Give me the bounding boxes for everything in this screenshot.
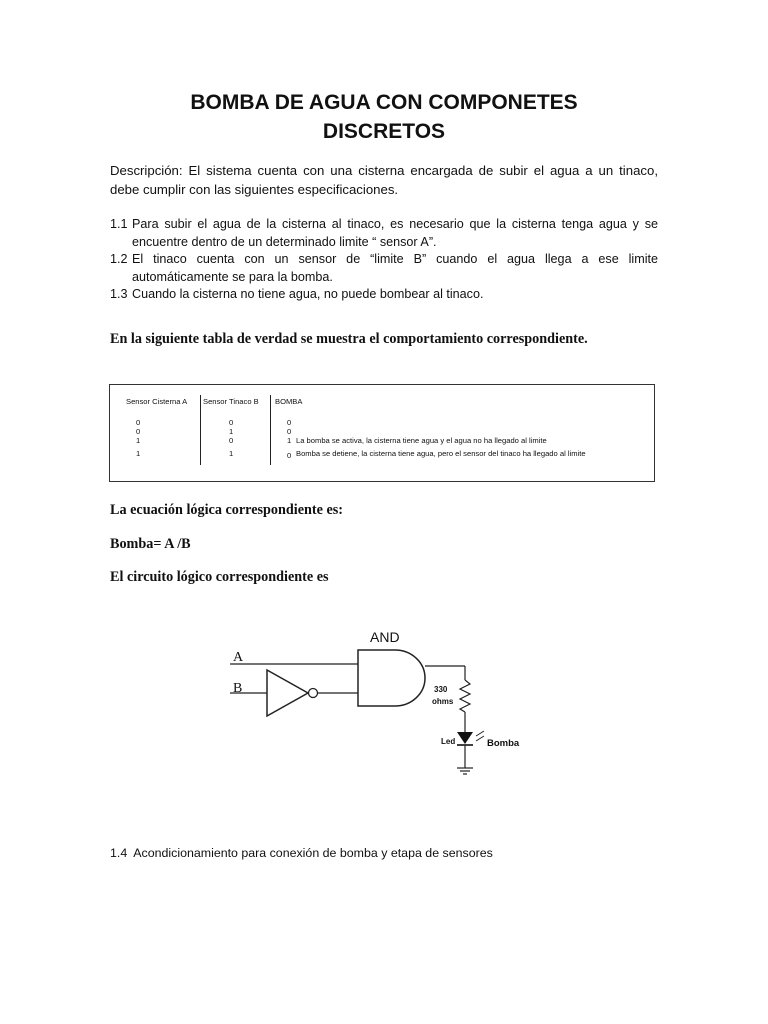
spec-number: 1.3 bbox=[110, 287, 128, 302]
header-sensor-a: Sensor Cisterna A bbox=[126, 397, 188, 406]
cell-out: 0 bbox=[287, 451, 292, 460]
cell-a: 1 bbox=[136, 449, 141, 458]
cell-b: 0 bbox=[229, 418, 234, 427]
cell-out: 0 bbox=[287, 427, 292, 436]
input-a-label: A bbox=[233, 650, 244, 665]
cell-out: 0 bbox=[287, 418, 292, 427]
spec-number: 1.2 bbox=[110, 252, 128, 267]
cell-a: 0 bbox=[136, 418, 141, 427]
logic-equation: Bomba= A /B bbox=[110, 536, 191, 552]
header-sensor-b: Sensor Tinaco B bbox=[203, 397, 259, 406]
led-diode bbox=[457, 732, 473, 744]
led-emission-arrow bbox=[476, 731, 484, 736]
column-divider bbox=[200, 395, 201, 465]
and-gate bbox=[358, 650, 425, 706]
logic-circuit-diagram bbox=[220, 618, 560, 808]
document-title bbox=[0, 88, 768, 146]
cell-b: 0 bbox=[229, 436, 234, 445]
truth-table bbox=[109, 384, 655, 482]
led-label: Led bbox=[441, 737, 456, 746]
gate-label: AND bbox=[370, 629, 400, 645]
truth-table-intro: En la siguiente tabla de verdad se muestra el comportamiento correspondiente. bbox=[110, 331, 588, 347]
cell-a: 0 bbox=[136, 427, 141, 436]
title-line-2: DISCRETOS bbox=[322, 120, 446, 143]
title-line-1: BOMBA DE AGUA CON COMPONETES bbox=[190, 91, 578, 114]
cell-note: Bomba se detiene, la cisterna tiene agua, pero el sensor del tinaco ha llegado al limite bbox=[296, 449, 586, 458]
cell-b: 1 bbox=[229, 427, 234, 436]
header-bomba: BOMBA bbox=[275, 397, 303, 406]
spec-text: El tinaco cuenta con un sensor de “limite B” cuando el agua llega a ese limite automáticamente se para la bomba. bbox=[132, 252, 658, 284]
equation-intro: La ecuación lógica correspondiente es: bbox=[110, 502, 344, 518]
spec-text: Para subir el agua de la cisterna al tinaco, es necesario que la cisterna tenga agua y se encuentre dentro de un determinado limite “ sensor A”. bbox=[132, 217, 658, 249]
section-heading bbox=[110, 846, 493, 860]
not-gate-bubble bbox=[309, 689, 318, 698]
spec-number: 1.1 bbox=[110, 217, 128, 231]
spec-item bbox=[110, 251, 658, 286]
cell-out: 1 bbox=[287, 436, 292, 445]
spec-item bbox=[110, 286, 658, 304]
resistor bbox=[460, 680, 470, 712]
bomba-label: Bomba bbox=[487, 738, 520, 749]
cell-note: La bomba se activa, la cisterna tiene agua y el agua no ha llegado al limite bbox=[296, 436, 547, 445]
resistor-value: 330 bbox=[434, 685, 448, 694]
specification-list bbox=[110, 216, 658, 304]
spec-item bbox=[110, 216, 658, 251]
spec-text: Cuando la cisterna no tiene agua, no puede bombear al tinaco. bbox=[132, 287, 484, 302]
description-paragraph: Descripción: El sistema cuenta con una cisterna encargada de subir el agua a un tinaco, debe cumplir con las siguientes especificaciones. bbox=[110, 163, 658, 197]
input-b-label: B bbox=[233, 681, 243, 696]
cell-a: 1 bbox=[136, 436, 141, 445]
resistor-unit: ohms bbox=[432, 697, 454, 706]
section-number: 1.4 bbox=[110, 846, 128, 860]
not-gate bbox=[267, 670, 308, 716]
led-emission-arrow bbox=[476, 736, 484, 741]
cell-b: 1 bbox=[229, 449, 234, 458]
circuit-intro: El circuito lógico correspondiente es bbox=[110, 569, 329, 585]
section-text: Acondicionamiento para conexión de bomba y etapa de sensores bbox=[133, 846, 493, 860]
column-divider bbox=[270, 395, 271, 465]
